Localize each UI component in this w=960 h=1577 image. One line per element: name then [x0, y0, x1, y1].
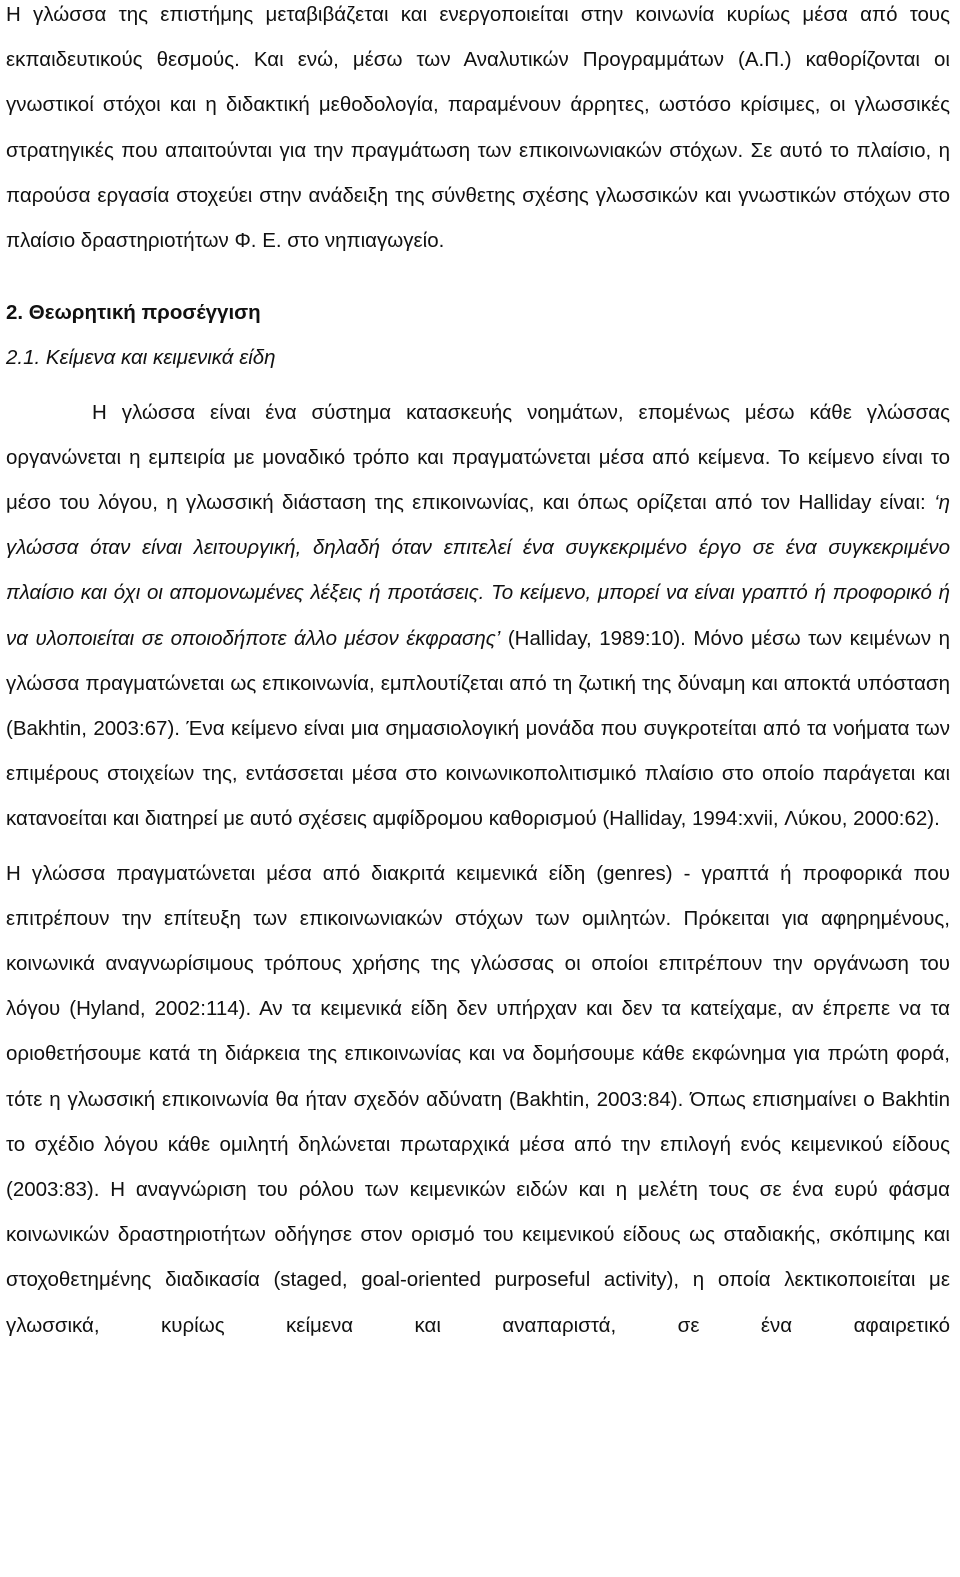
spacer: [6, 263, 950, 290]
section-heading: 2. Θεωρητική προσέγγιση: [6, 301, 261, 325]
spacer: [6, 842, 950, 851]
paragraph-genres: Η γλώσσα πραγματώνεται μέσα από διακριτά κειμενικά είδη (genres) - γραπτά ή προφορικά που επιτρέπουν την επίτευξη των επικοινωνιακών στόχων των ομιλητών. Πρόκειται για αφηρημένους, κοινωνικά αναγνωρίσιμους τρόπους χρήσης της γλώσσας οι οποίοι επιτρέπουν την οργάνωση του λόγου (Hyland, 2002:114). Αν τα κειμενικά είδη δεν υπήρχαν και δεν τα κατείχαμε, αν έπρεπε να τα οριοθετήσουμε κατά τη διάρκεια της επικοινωνίας και να δομήσουμε κάθε εκφώνημα για πρώτη φορά, τότε η γλωσσική επικοινωνία θα ήταν σχεδόν αδύνατη (Bakhtin, 2003:84). Όπως επισημαίνει ο Bakhtin το σχέδιο λόγου κάθε ομιλητή δηλώνεται πρωταρχικά μέσα από την επιλογή ενός κειμενικού είδους (2003:83). Η αναγνώριση του ρόλου των κειμενικών ειδών και η μελέτη τους σε ένα ευρύ φάσμα κοινωνικών δραστηριοτήτων οδήγησε στον ορισμό του κειμενικού είδους ως σταδιακής, σκόπιμης και στοχοθετημένης διαδικασία (staged, goal-oriented purposeful activity), η οποία λεκτικοποιείται με γλωσσικά, κυρίως κείμενα και αναπαριστά, σε ένα αφαιρετικό: [6, 861, 950, 1337]
intro-paragraph: Η γλώσσα της επιστήμης μεταβιβάζεται και ενεργοποιείται στην κοινωνία κυρίως μέσα από τους εκπαιδευτικούς θεσμούς. Και ενώ, μέσω των Αναλυτικών Προγραμμάτων (Α.Π.) καθορίζονται οι γνωστικοί στόχοι και η διδακτική μεθοδολογία, παραμένουν άρρητες, ωστόσο κρίσιμες, οι γλωσσικές στρατηγικές που απαιτούνται για την πραγμάτωση των επικοινωνιακών στόχων. Σε αυτό το πλαίσιο, η παρούσα εργασία στοχεύει στην ανάδειξη της σύνθετης σχέσης γλωσσικών και γνωστικών στόχων στο πλαίσιο δραστηριοτήτων Φ. Ε. στο νηπιαγωγείο.: [6, 3, 950, 253]
paragraph-language-texts: [6, 390, 950, 842]
subsection-heading: 2.1. Κείμενα και κειμενικά είδη: [6, 346, 276, 370]
paragraph-text: Η γλώσσα είναι ένα σύστημα κατασκευής νοημάτων, επομένως μέσω κάθε γλώσσας οργανώνεται η εμπειρία με μοναδικό τρόπο και πραγματώνεται μέσα από κείμενα. Το κείμενο είναι το μέσο του λόγου, η γλωσσική διάσταση της επικοινωνίας, και όπως ορίζεται από τον Halliday είναι:: [6, 400, 950, 515]
paragraph-text: (Halliday, 1989:10). Μόνο μέσω των κειμένων η γλώσσα πραγματώνεται ως επικοινωνία, εμπλουτίζεται από τη ζωτική της δύναμη και αποκτά υπόσταση (Bakhtin, 2003:67). Ένα κείμενο είναι μια σημασιολογική μονάδα που συγκροτείται από τα νοήματα των επιμέρους στοιχείων της, εντάσσεται μέσα στο κοινωνικοπολιτισμικό πλαίσιο στο οποίο παράγεται και κατανοείται και διατηρεί με αυτό σχέσεις αμφίδρομου καθορισμού (Halliday, 1994:xvii, Λύκου, 2000:62).: [6, 626, 950, 831]
halliday-quote: ‘η γλώσσα όταν είναι λειτουργική, δηλαδή όταν επιτελεί ένα συγκεκριμένο έργο σε ένα συγκεκριμένο πλαίσιο και όχι οι απομονωμένες λέξεις ή προτάσεις. Το κείμενο, μπορεί να είναι γραπτό ή προφορικό ή να υλοποιείται σε οποιοδήποτε άλλο μέσον έκφρασης’: [6, 491, 950, 650]
spacer: [6, 381, 950, 390]
